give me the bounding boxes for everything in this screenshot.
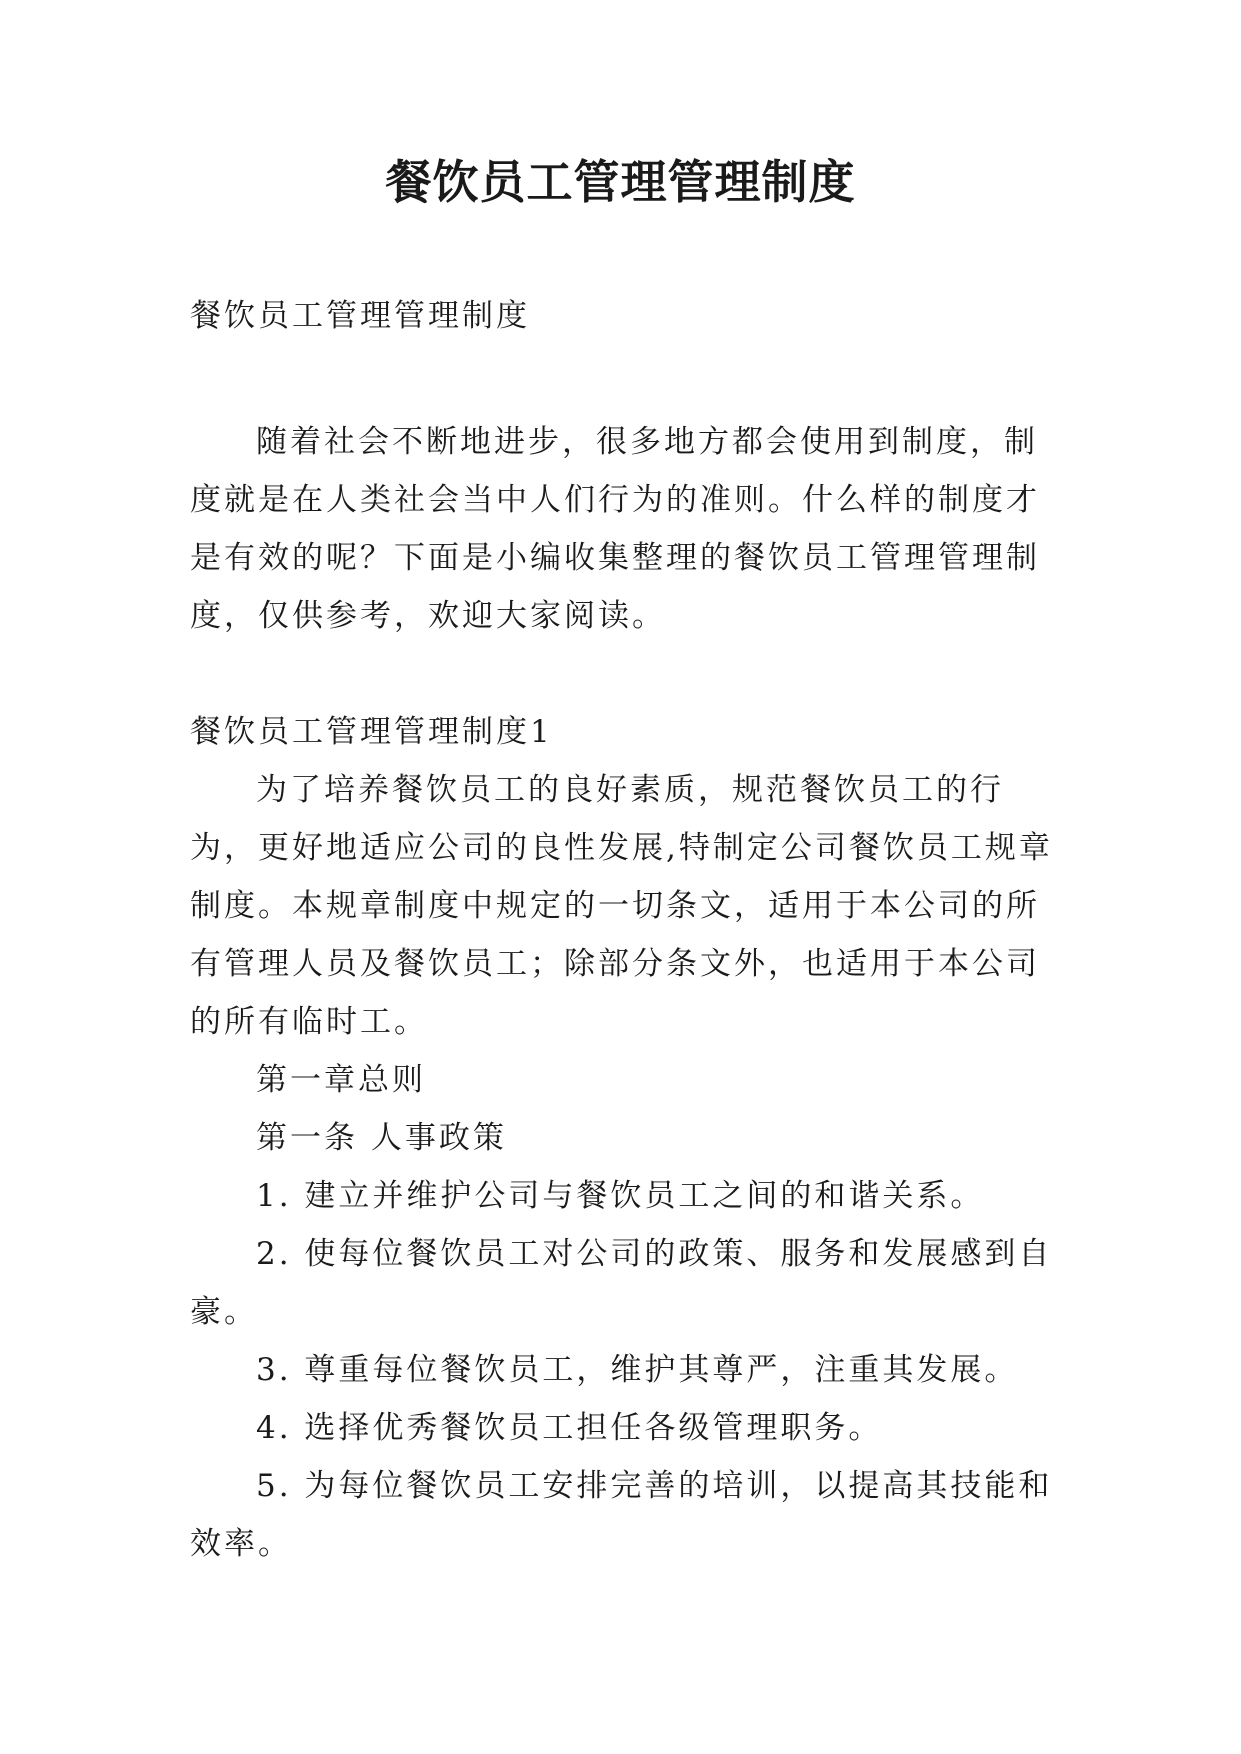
intro-paragraph: 随着社会不断地进步，很多地方都会使用到制度，制度就是在人类社会当中人们行为的准则。什么样的制度才是有效的呢？下面是小编收集整理的餐饮员工管理管理制度，仅供参考，欢迎大家阅读。	[190, 424, 1040, 634]
list-item: 5. 为每位餐饮员工安排完善的培训，以提高其技能和效率。	[190, 1468, 1053, 1562]
list-item: 2. 使每位餐饮员工对公司的政策、服务和发展感到自豪。	[190, 1236, 1053, 1330]
document-title: 餐饮员工管理管理制度	[385, 155, 856, 209]
section-intro-paragraph: 为了培养餐饮员工的良好素质，规范餐饮员工的行为，更好地适应公司的良性发展,特制定公司餐饮员工规章制度。本规章制度中规定的一切条文，适用于本公司的所有管理人员及餐饮员工；除部分条文外，也适用于本公司的所有临时工。	[190, 772, 1053, 1040]
section-heading: 餐饮员工管理管理制度1	[190, 714, 553, 750]
article-heading: 第一条 人事政策	[256, 1120, 507, 1156]
document-body	[190, 287, 1060, 1573]
list-item: 3. 尊重每位餐饮员工，维护其尊严，注重其发展。	[256, 1352, 1019, 1388]
list-item: 4. 选择优秀餐饮员工担任各级管理职务。	[256, 1410, 883, 1446]
list-item: 1. 建立并维护公司与餐饮员工之间的和谐关系。	[256, 1178, 985, 1214]
document-subtitle: 餐饮员工管理管理制度	[190, 298, 530, 334]
chapter-heading: 第一章总则	[256, 1062, 426, 1098]
